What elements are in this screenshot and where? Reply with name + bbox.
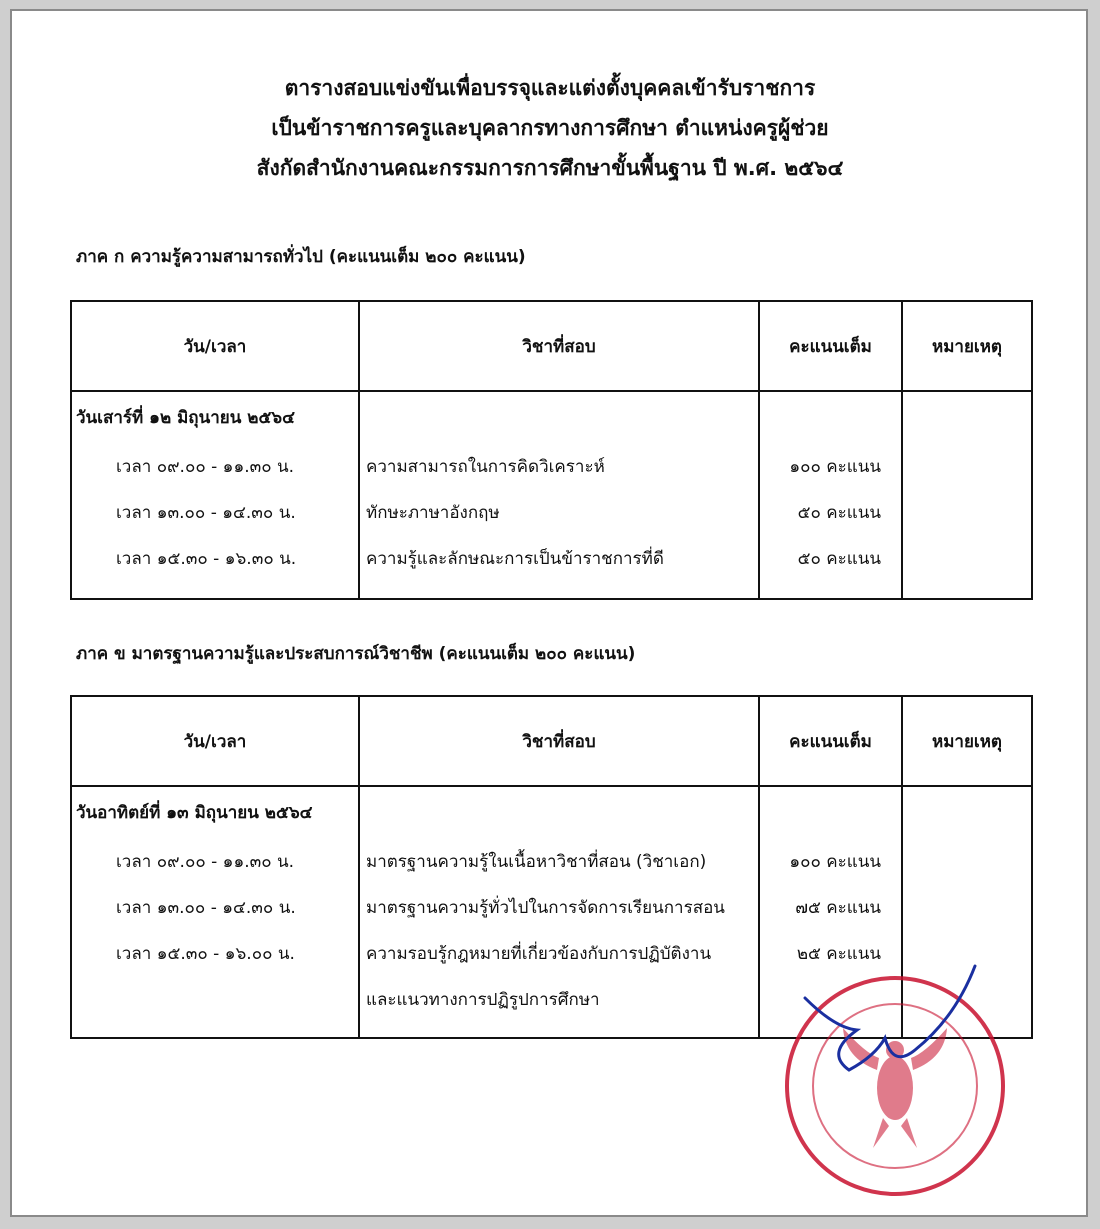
col-header-datetime: วัน/เวลา (71, 301, 359, 391)
exam-time (72, 977, 358, 1023)
table-header-row (71, 696, 1032, 786)
table-header-row (71, 301, 1032, 391)
col-header-full-score: คะแนนเต็ม (759, 301, 902, 391)
score-cell (759, 786, 902, 1038)
exam-day: วันอาทิตย์ที่ ๑๓ มิถุนายน ๒๕๖๔ (76, 803, 313, 823)
title-line-3: สังกัดสำนักงานคณะกรรมการการศึกษาขั้นพื้นฐาน ปี พ.ศ. ๒๕๖๔ (256, 156, 844, 180)
section-b-heading: ภาค ข มาตรฐานความรู้และประสบการณ์วิชาชีพ (คะแนนเต็ม ๒๐๐ คะแนน) (76, 644, 636, 664)
exam-subject: ความรู้และลักษณะการเป็นข้าราชการที่ดี (366, 549, 664, 569)
section-b-table (70, 695, 1033, 1039)
exam-time: เวลา ๐๙.๐๐ - ๑๑.๓๐ น. (116, 852, 295, 872)
col-header-remarks: หมายเหตุ (902, 696, 1032, 786)
col-header-datetime: วัน/เวลา (71, 696, 359, 786)
col-header-full-score: คะแนนเต็ม (759, 696, 902, 786)
exam-subject: มาตรฐานความรู้ในเนื้อหาวิชาที่สอน (วิชาเอก) (366, 852, 707, 872)
exam-subject: มาตรฐานความรู้ทั่วไปในการจัดการเรียนการสอน (366, 898, 725, 918)
exam-score: ๕๐ คะแนน (797, 549, 881, 569)
exam-subject: และแนวทางการปฏิรูปการศึกษา (366, 990, 600, 1010)
exam-score: ๗๕ คะแนน (795, 898, 881, 918)
remarks-cell (902, 391, 1032, 599)
datetime-cell (71, 786, 359, 1038)
table-row (71, 786, 1032, 1038)
subject-cell (359, 391, 759, 599)
exam-time: เวลา ๐๙.๐๐ - ๑๑.๓๐ น. (116, 457, 295, 477)
table-row (71, 391, 1032, 599)
exam-time: เวลา ๑๕.๓๐ - ๑๖.๓๐ น. (116, 549, 297, 569)
exam-score (760, 977, 901, 1023)
exam-time: เวลา ๑๕.๓๐ - ๑๖.๐๐ น. (116, 944, 295, 964)
datetime-cell (71, 391, 359, 599)
exam-score: ๒๕ คะแนน (796, 944, 881, 964)
exam-score: ๑๐๐ คะแนน (789, 852, 881, 872)
col-header-remarks: หมายเหตุ (902, 301, 1032, 391)
section-a-heading: ภาค ก ความรู้ความสามารถทั่วไป (คะแนนเต็ม ๒๐๐ คะแนน) (76, 247, 526, 267)
section-a-table (70, 300, 1033, 600)
title-line-2: เป็นข้าราชการครูและบุคลากรทางการศึกษา ตำแหน่งครูผู้ช่วย (271, 116, 829, 140)
subject-cell (359, 786, 759, 1038)
exam-subject: ทักษะภาษาอังกฤษ (366, 503, 500, 523)
exam-time: เวลา ๑๓.๐๐ - ๑๔.๓๐ น. (116, 503, 296, 523)
exam-time: เวลา ๑๓.๐๐ - ๑๔.๓๐ น. (116, 898, 296, 918)
exam-score: ๑๐๐ คะแนน (789, 457, 881, 477)
exam-subject: ความรอบรู้กฎหมายที่เกี่ยวข้องกับการปฏิบัติงาน (366, 944, 712, 964)
remarks-cell (902, 786, 1032, 1038)
title-line-1: ตารางสอบแข่งขันเพื่อบรรจุและแต่งตั้งบุคคลเข้ารับราชการ (284, 76, 816, 100)
col-header-subject: วิชาที่สอบ (359, 301, 759, 391)
score-cell (759, 391, 902, 599)
exam-score: ๕๐ คะแนน (797, 503, 881, 523)
col-header-subject: วิชาที่สอบ (359, 696, 759, 786)
exam-subject: ความสามารถในการคิดวิเคราะห์ (366, 457, 605, 477)
exam-day: วันเสาร์ที่ ๑๒ มิถุนายน ๒๕๖๔ (76, 408, 295, 428)
